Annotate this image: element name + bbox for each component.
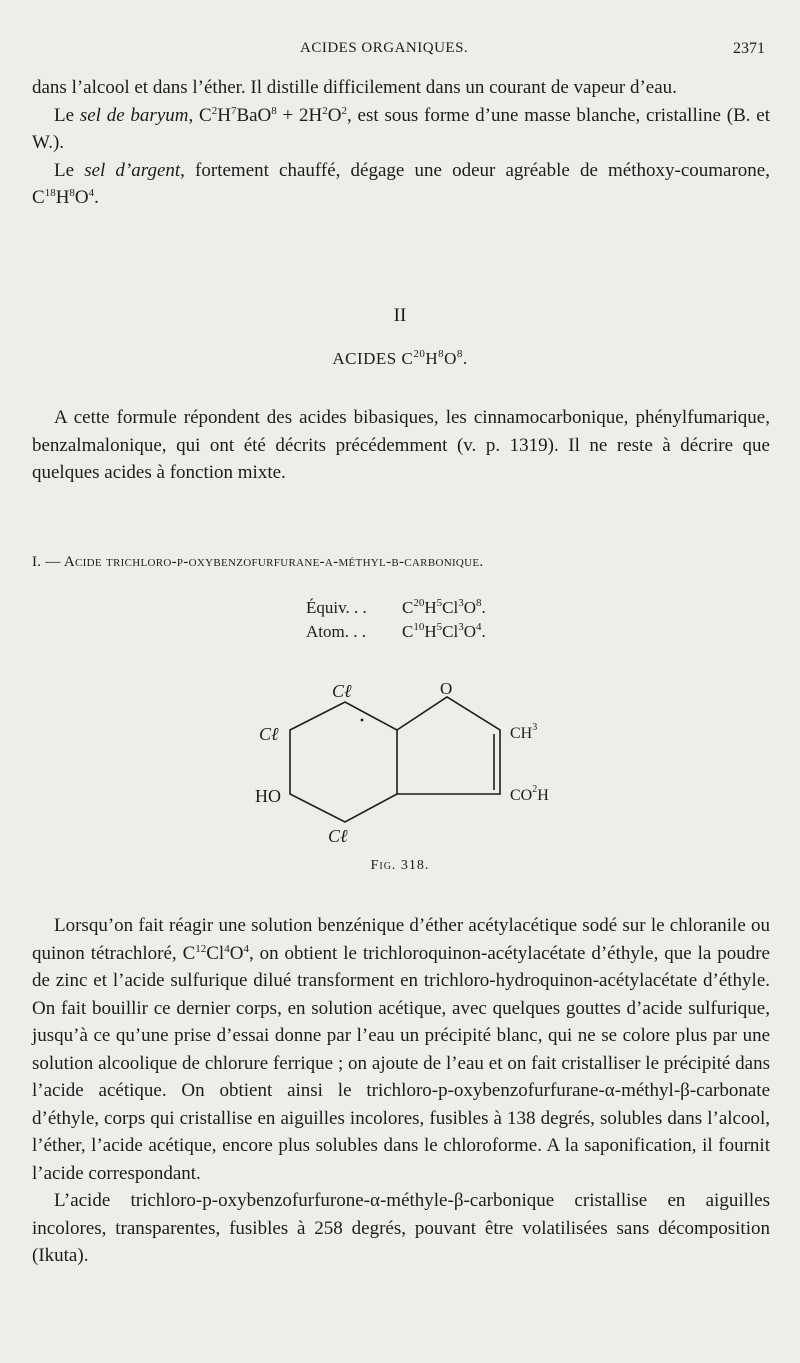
structural-formula — [250, 672, 580, 852]
running-title: ACIDES ORGANIQUES. — [300, 40, 469, 56]
preparation-paragraph: Lorsqu’on fait réagir une solution benzénique d’éther acétylacétique sodé sur le chloranile ou quinon tétrachloré, $C^{12}Cl^4O^4$, on obtient le trichloroquinon-acétylacétate d’éthyle, que la poudre de zinc et l’acide sulfurique dilué transforment en trichloro-hydroquinon-acétylacétate d’éthyle. On fait bouillir ce dernier corps, en solution acétique, avec quelques gouttes d’acide sulfurique, jusqu’à ce qu’une prise d’essai donne par l’eau un précipité blanc, qui ne se colore plus par une solution alcoolique de chlorure ferrique ; on ajoute de l’eau et on fait cristalliser le précipité dans l’acide acétique. On obtient ainsi le trichloro-p-oxybenzofurfurane-α-méthyl-β-carbonate d’éthyle, corps qui cristallise en aiguilles incolores, fusibles à 138 degrés, solubles dans l’alcool, l’éther, l’acide acétique, encore plus solubles dans le chloroforme. A la saponification, il fournit l’acide correspondant. — [32, 915, 770, 1184]
top-paragraphs — [32, 74, 770, 212]
structural-formula-figure — [250, 672, 580, 852]
label-ho: HO — [255, 786, 281, 806]
equiv-formula: $C^{20}H^5Cl^3O^8$. — [402, 597, 486, 617]
barium-salt-paragraph: Le sel de baryum, $C^2H^7BaO^8 + 2H^2O^2$, est sous forme d’une masse blanche, cristalline (B. et W.). — [32, 104, 770, 153]
stray-dot — [361, 719, 364, 722]
benzene-ring — [290, 702, 397, 822]
figure-caption: Fig. 318. — [370, 858, 430, 873]
label-co2h: $CO^2H$ — [510, 784, 549, 804]
silver-salt-name: sel d’argent — [84, 159, 181, 181]
equiv-label: Équiv. . . — [306, 598, 367, 617]
atom-formula: $C^{10}H^5Cl^3O^4$. — [402, 621, 486, 641]
label-cl-left: Cℓ — [259, 724, 279, 744]
molecule-bonds — [290, 697, 500, 822]
continuation-paragraph: dans l’alcool et dans l’éther. Il distille difficilement dans un courant de vapeur d’eau. — [32, 77, 677, 98]
label-cl-bottom: Cℓ — [328, 826, 348, 846]
label-oxygen: O — [440, 679, 453, 698]
furan-ring — [397, 697, 500, 794]
acid-title: I. — Acide trichloro-p-oxybenzofurfurane-α-méthyl-β-carbonique. — [32, 554, 484, 570]
body-paragraphs — [32, 912, 770, 1270]
barium-salt-text: , $C^2H^7BaO^8 + 2H^2O^2$, est sous forme d’une masse blanche, cristalline (B. et W.). — [32, 104, 770, 153]
silver-salt-paragraph: Le sel d’argent, fortement chauffé, dégage une odeur agréable de méthoxy-coumarone, $C^{18}H^8O^4$. — [32, 159, 770, 208]
label-ch3: $CH^3$ — [510, 722, 538, 742]
atom-labels — [255, 679, 549, 846]
barium-salt-name: sel de baryum — [79, 104, 189, 126]
equiv-formula-row — [306, 598, 486, 618]
properties-paragraph: L’acide trichloro-p-oxybenzofurfurone-α-méthyle-β-carbonique cristallise en aiguilles incolores, transparentes, fusibles à 258 degrés, pouvant être volatilisées sans décomposition (Ikuta). — [32, 1190, 770, 1266]
silver-salt-text: , fortement chauffé, dégage une odeur agréable de méthoxy-coumarone, $C^{18}H^8O^4$. — [32, 159, 770, 208]
atom-formula-row — [306, 622, 486, 642]
section-intro — [32, 404, 770, 487]
label-cl-top: Cℓ — [332, 681, 352, 701]
section-intro-paragraph: A cette formule répondent des acides bibasiques, les cinnamocarbonique, phénylfumarique, benzalmalonique, qui ont été décrits précédemment (v. p. 1319). Il ne reste à décrire que quelques acides à fonction mixte. — [32, 407, 770, 483]
atom-label: Atom. . . — [306, 622, 366, 641]
page-header — [0, 40, 800, 66]
page-number: 2371 — [733, 40, 765, 57]
section-numeral: II — [393, 305, 407, 326]
section-heading: ACIDES $C^{20}H^8O^8$. — [332, 348, 468, 368]
